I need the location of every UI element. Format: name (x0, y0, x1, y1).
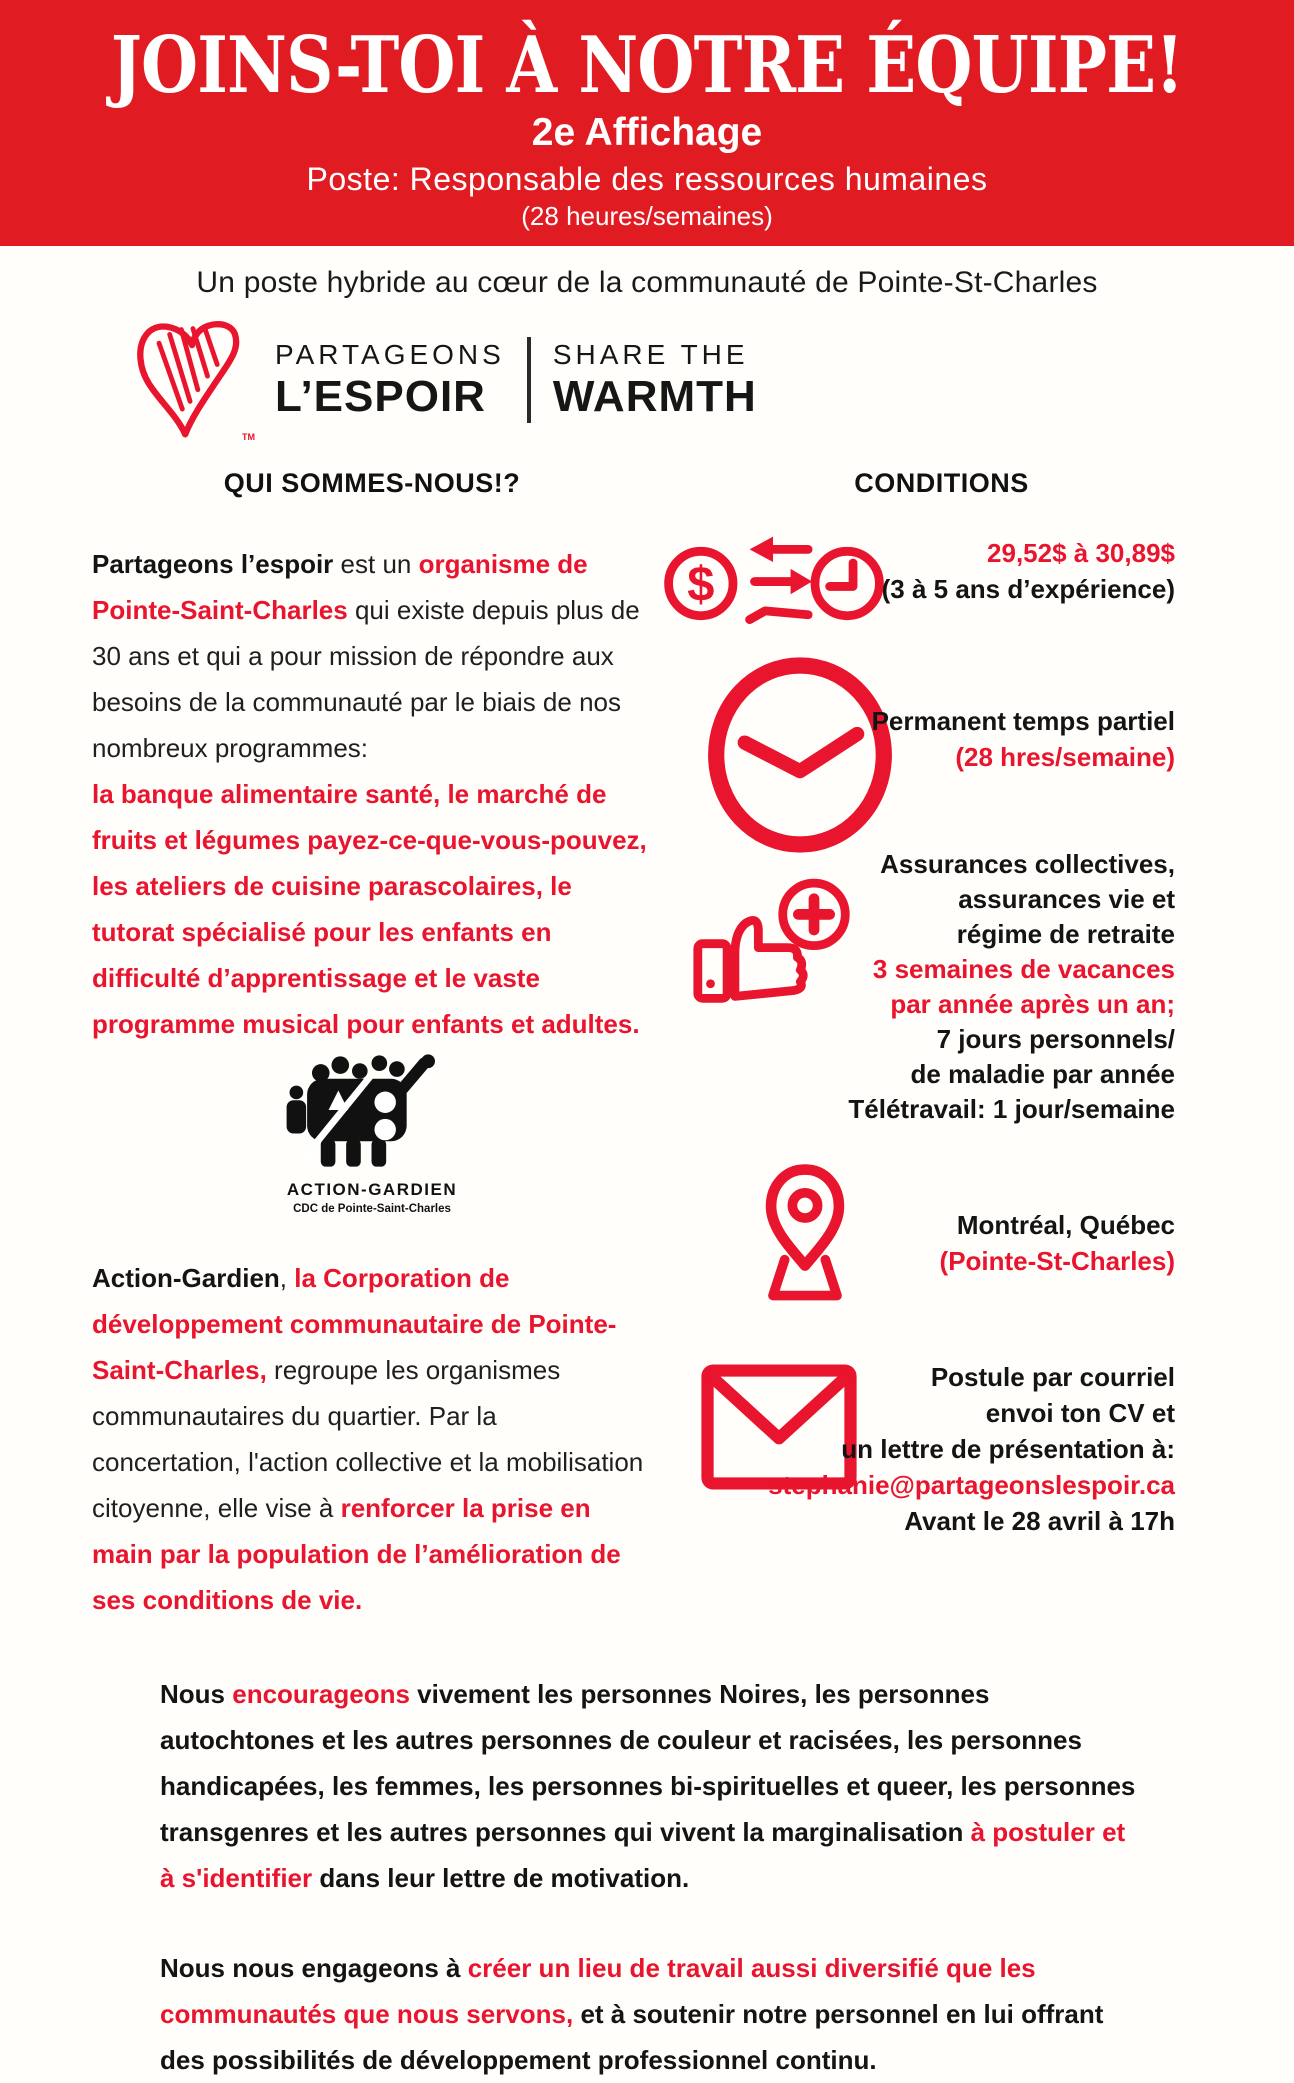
benefits-line: régime de retraite (956, 919, 1175, 949)
location-text (940, 1207, 1175, 1279)
about-section (92, 468, 652, 1623)
header-band (0, 0, 1294, 246)
apply-deadline: Avant le 28 avril à 17h (904, 1506, 1175, 1536)
benefits-vacation: par année après un an; (890, 989, 1175, 1019)
benefits-telework: Télétravail: 1 jour/semaine (848, 1094, 1175, 1124)
programs-list: la banque alimentaire santé, le marché de fruits et légumes payez-ce-que-vous-pouvez, les ateliers de cuisine parascolaires, le tutorat spécialisé pour les enfants en difficulté d’apprentissage et le vaste programme musical pour enfants et adultes. (92, 779, 647, 1039)
logo-fr-bottom: L’ESPOIR (275, 371, 486, 421)
org-logo (133, 316, 1294, 444)
about-paragraph-2: Action-Gardien, la Corporation de développement communautaire de Pointe-Saint-Charles, regroupe les organismes communautaires du quartier. Par la concertation, l'action collective et la mobilisation citoyenne, elle vise à renforcer la prise en main par la population de l’amélioration de ses conditions de vie. (92, 1263, 644, 1615)
location-district: (Pointe-St-Charles) (939, 1246, 1175, 1276)
content-columns (0, 468, 1294, 1623)
svg-text:$: $ (687, 558, 715, 613)
apply-email[interactable]: stephanie@partageonslespoir.ca (768, 1470, 1175, 1500)
benefits-line: 7 jours personnels/ (936, 1024, 1175, 1054)
condition-benefits (652, 845, 1175, 1145)
action-gardien-graphic (270, 1053, 475, 1171)
salary-experience: (3 à 5 ans d’expérience) (881, 574, 1175, 604)
posting-number: 2e Affichage (531, 111, 763, 154)
conditions-section (652, 468, 1175, 1623)
trademark-symbol: TM (242, 432, 255, 442)
location-pin-icon (742, 1159, 868, 1316)
benefits-line: assurances vie et (958, 884, 1175, 914)
footer-statements (160, 1671, 1144, 2083)
logo-wordmark (275, 337, 757, 423)
benefits-text (848, 847, 1175, 1127)
clock-icon (704, 655, 896, 860)
equity-statement: Nous encourageons vivement les personnes Noires, les personnes autochtones et les autres personnes de couleur et racisées, les personnes handicapées, les femmes, les personnes bi-spirituelles et queer, les personnes transgenres et les autres personnes qui vivent la marginalisation à postuler et à s'identifier dans leur lettre de motivation. (160, 1679, 1136, 1893)
salary-amount: 29,52$ à 30,89$ (987, 538, 1175, 568)
about-paragraph-1: Partageons l’espoir est un organisme de Pointe-Saint-Charles qui existe depuis plus de 30 ans et qui a pour mission de répondre aux besoins de la communauté par le biais de nos nombreux programmes: (92, 549, 640, 763)
schedule-hours: (28 hres/semaine) (955, 742, 1175, 772)
apply-text (768, 1359, 1175, 1539)
condition-apply (652, 1345, 1175, 1560)
about-heading: QUI SOMMES-NOUS!? (223, 468, 521, 498)
job-hours: (28 heures/semaines) (521, 201, 773, 231)
condition-salary (652, 513, 1175, 655)
conditions-heading: CONDITIONS (854, 468, 1029, 498)
logo-en-bottom: WARMTH (552, 371, 757, 421)
schedule-text (872, 703, 1175, 775)
action-gardien-subtitle: CDC de Pointe-Saint-Charles (293, 1203, 451, 1215)
location-city: Montréal, Québec (956, 1210, 1175, 1240)
logo-french (275, 339, 505, 422)
page-title: JOINS-TOI À NOTRE ÉQUIPE! (110, 20, 1184, 111)
job-position: Poste: Responsable des ressources humaines (306, 161, 988, 197)
money-time-exchange-icon (660, 523, 888, 650)
action-gardien-name: ACTION-GARDIEN (286, 1180, 458, 1199)
logo-divider (527, 337, 531, 423)
schedule-type: Permanent temps partiel (871, 706, 1175, 736)
scribble-heart-icon (133, 316, 255, 444)
logo-english (553, 339, 757, 422)
benefits-vacation: 3 semaines de vacances (872, 954, 1175, 984)
apply-line: Postule par courriel (930, 1362, 1175, 1392)
benefits-line: Assurances collectives, (880, 849, 1175, 879)
condition-schedule (652, 655, 1175, 845)
thumbs-up-plus-icon (690, 875, 856, 1032)
benefits-line: de maladie par année (910, 1059, 1175, 1089)
logo-en-top: SHARE THE (552, 338, 749, 370)
logo-fr-top: PARTAGEONS (275, 338, 505, 370)
commitment-statement: Nous nous engageons à créer un lieu de travail aussi diversifié que les communautés que nous servons, et à soutenir notre personnel en lui offrant des possibilités de développement professionnel continu. (160, 1953, 1104, 2075)
salary-text (882, 535, 1175, 607)
apply-line: envoi ton CV et (985, 1398, 1175, 1428)
action-gardien-logo (92, 1053, 652, 1215)
condition-location (652, 1145, 1175, 1345)
apply-line: un lettre de présentation à: (841, 1434, 1175, 1464)
intro-line: Un poste hybride au cœur de la communauté de Pointe-St-Charles (196, 266, 1098, 299)
